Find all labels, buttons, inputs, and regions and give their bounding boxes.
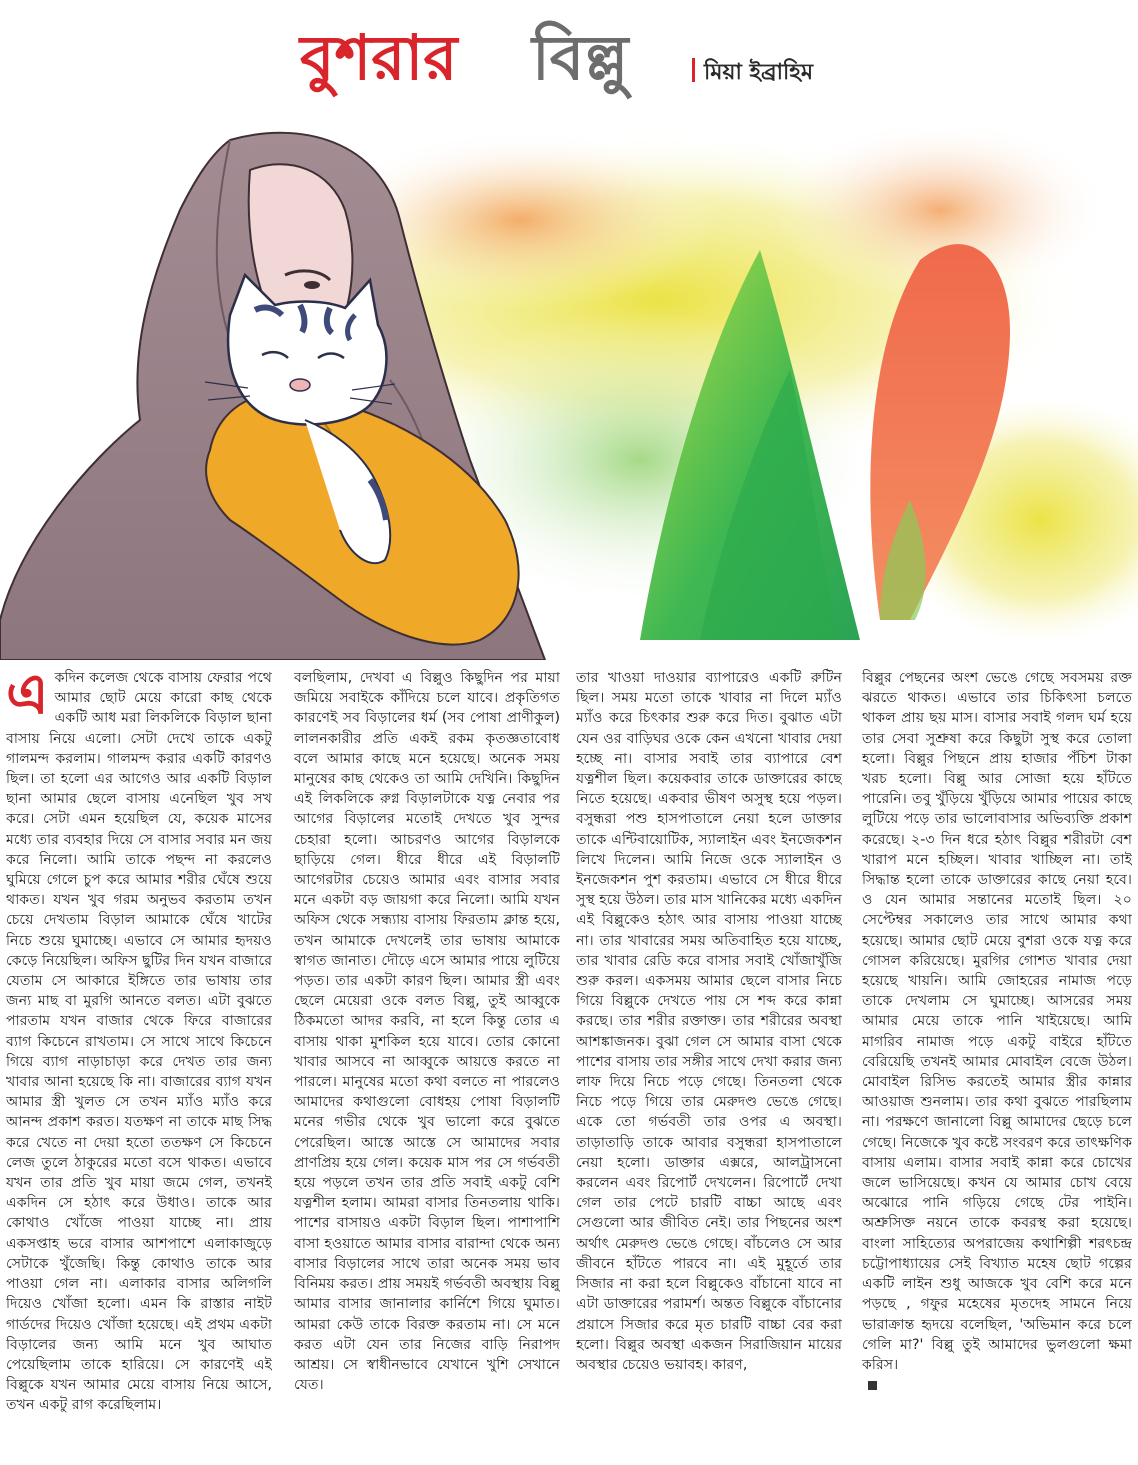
illustration-canvas <box>0 100 1138 660</box>
article-column-3 <box>576 668 842 1458</box>
article-column-4 <box>862 668 1132 1458</box>
drop-cap: এ <box>6 668 49 727</box>
column-text: বিল্লুর পেছনের অংশ ভেঙে গেছে সবসময় রক্ত ঝরতে থাকত। এভাবে তার চিকিৎসা চলতে থাকল প্রায় ছয় মাস। বাসার সবাই গলদ ঘর্ম হয়ে তার সেবা সুশ্রুষা করে কিছুটা সুস্থ করে তোলা হলো। বিল্লুর পিছনে প্রায় হাজার পঁচিশ টাকা খরচ হলো। বিল্লু আর সোজা হয়ে হাঁটতে পারেনি। তবু খুঁড়িয়ে খুঁড়িয়ে আমার পায়ের কাছে লুটিয়ে পড়ে তার ভালোবাসার অভিব্যক্তি প্রকাশ করেছে। ২-৩ দিন ধরে হঠাৎ বিল্লুর শরীরটা বেশ খারাপ মনে হচ্ছিল। খাবার খাচ্ছিল না। তাই সিদ্ধান্ত হলো তাকে ডাক্তারের কাছে নেয়া হবে। ও যেন আমার সন্তানের মতোই ছিল। ২০ সেপ্টেম্বর সকালেও তার সাথে আমার কথা হয়েছে। আমার ছোট মেয়ে বুশরা ওকে যত্ন করে গোসল করিয়েছে। মুরগির গোশত খাবার দেয়া হয়েছে খায়নি। আমি জোহরের নামাজ পড়ে তাকে দেখলাম সে ঘুমাচ্ছে। আসরের সময় আমার মেয়ে তাকে পানি খাইয়েছে। আমি মাগরিব নামাজ পড়ে একটু বাইরে হাঁটতে বেরিয়েছি তখনই আমার মোবাইল বেজে উঠল। মোবাইল রিসিভ করতেই আমার স্ত্রীর কান্নার আওয়াজ শুনলাম। তার কথা বুঝতে পারছিলাম না। পরক্ষণে জানালো বিল্লু আমাদের ছেড়ে চলে গেছে। নিজেকে খুব কষ্টে সংবরণ করে তাৎক্ষণিক বাসায় এলাম। বাসার সবাই কান্না করে চোখের জলে ভাসিয়েছে। কখন যে আমার চোখ বেয়ে অঝোরে পানি গড়িয়ে গেছে টের পাইনি। অশ্রুসিক্ত নয়নে তাকে কবরস্থ করা হয়েছে। বাংলা সাহিত্যের অপরাজেয় কথাশিল্পী শরৎচন্দ্র চট্টোপাধ্যায়ের সেই বিখ্যাত মহেষ ছোট গল্পের একটি লাইন শুধু আজকে খুব বেশি করে মনে পড়ছে , গফুর মহেষের মৃতদেহ সামনে নিয়ে ভারাক্রান্ত হৃদয়ে বলেছিল, 'অভিমান করে চলে গেলি মা?' বিল্লু তুই আমাদের ভুলগুলো ক্ষমা করিস। <box>862 670 1132 1373</box>
illustration <box>0 100 1138 660</box>
column-text: কদিন কলেজ থেকে বাসায় ফেরার পথে আমার ছোট মেয়ে কারো কাছ থেকে একটি আধ মরা লিকলিকে বিড়াল ছানা বাসায় নিয়ে এলো। সেটা দেখে তাকে একটু গালমন্দ করলাম। গালমন্দ করার একটি কারণও ছিল। তা হলো এর আগেও আর একটি বিড়াল ছানা আমার ছেলে বাসায় এনেছিল খুব সখ করে। সেটা এমন হয়েছিল যে, কয়েক মাসের মধ্যে তার ব্যবহার দিয়ে সে বাসার সবার মন জয় করে নিলো। আমি তাকে পছন্দ না করলেও ঘুমিয়ে গেলে চুপ করে আমার শরীর ঘেঁষে শুয়ে থাকত। যখন খুব গরম অনুভব করতাম তখন চেয়ে দেখতাম বিড়াল আমাকে ঘেঁষে খাটের নিচে শুয়ে ঘুমাচ্ছে। এভাবে সে আমার হৃদয়ও কেড়ে নিয়েছিল। অফিস ছুটির দিন যখন বাজারে যেতাম সে আকারে ইঙ্গিতে তার ভাষায় তার জন্য মাছ বা মুরগি আনতে বলত। এটা বুঝতে পারতাম যখন বাজার থেকে ফিরে বাজারের ব্যাগ কিচেনে রাখতাম। সে সাথে সাথে কিচেনে গিয়ে ব্যাগ নাড়াচাড়া করে দেখত তার জন্য খাবার আনা হয়েছে কি না। বাজারের ব্যাগ যখন আমার স্ত্রী খুলত সে তখন ম্যাঁও ম্যাঁও করে আনন্দ প্রকাশ করত। যতক্ষণ না তাকে মাছ সিদ্ধ করে খেতে না দেয়া হতো ততক্ষণ সে কিচেনে লেজ তুলে ঠাকুরের মতো বসে থাকত। এভাবে যখন তার প্রতি খুব মায়া জমে গেল, তখনই একদিন সে হঠাৎ করে উধাও। তাকে আর কোথাও খোঁজে পাওয়া যাচ্ছে না। প্রায় একসপ্তাহ ভরে বাসার আশপাশে এলাকাজুড়ে সেটাকে খুঁজেছি। কিন্তু কোথাও তাকে আর পাওয়া গেল না। এলাকার বাসার অলিগলি দিয়েও খোঁজা হলো। এমন কি রাস্তার নাইট গার্ডদের দিয়েও খোঁজা হয়েছে। এই প্রথম একটা বিড়ালের জন্য আমি মনে খুব আঘাত পেয়েছিলাম তাকে হারিয়ে। সে কারণেই এই বিল্লুকে যখন আমার মেয়ে বাসায় নিয়ে আসে, তখন একটু রাগ করেছিলাম। <box>6 670 272 1414</box>
end-of-article-icon <box>868 1381 877 1390</box>
author-name: মিয়া ইব্রাহিম <box>704 60 814 85</box>
article-column-1 <box>6 668 272 1458</box>
article-body <box>0 668 1138 1458</box>
column-text: বলছিলাম, দেখবা এ বিল্লুও কিছুদিন পর মায়া জমিয়ে সবাইকে কাঁদিয়ে চলে যাবে। প্রকৃতিগত কারণেই সব বিড়ালের ধর্ম (সব পোষা প্রাণীকুল) লালনকারীর প্রতি একই রকম কৃতজ্ঞতাবোধ বলে আমার কাছে মনে হয়েছে। অনেক সময় মানুষের কাছ থেকেও তা আমি দেখিনি। কিছুদিন এই লিকলিকে রুগ্ন বিড়ালটাকে যত্ন নেবার পর আগের বিড়ালের মতোই দেখতে খুব সুন্দর চেহারা হলো। আচরণও আগের বিড়ালকে ছাড়িয়ে গেল। ধীরে ধীরে এই বিড়ালটি আগেরটার চেয়েও আমার এবং বাসার সবার মনে একটা বড় জায়গা করে নিলো। আমি যখন অফিস থেকে সন্ধ্যায় বাসায় ফিরতাম ক্লান্ত হয়ে, তখন আমাকে দেখলেই তার ভাষায় আমাকে স্বাগত জানাত। দৌড়ে এসে আমার পায়ে লুটিয়ে পড়ত। তার একটা কারণ ছিল। আমার স্ত্রী এবং ছেলে মেয়েরা ওকে বলত বিল্লু, তুই আব্বুকে ঠিকমতো আদর করবি, না হলে কিন্তু তোর এ বাসায় থাকা মুশকিল হয়ে যাবে। তোর কোনো খাবার আসবে না আব্বুকে আয়ত্তে করতে না পারলে। মানুষের মতো কথা বলতে না পারলেও আমাদের কথাগুলো বোধহয় পোষা বিড়ালটি মনের গভীর থেকে খুব ভালো করে বুঝতে পেরেছিল। আস্তে আস্তে সে আমাদের সবার প্রাণপ্রিয় হয়ে গেল। কয়েক মাস পর সে গর্ভবতী হয়ে পড়লে তখন তার প্রতি সবাই একটু বেশি যত্নশীল হলাম। আমরা বাসার তিনতলায় থাকি। পাশের বাসায়ও একটা বিড়াল ছিল। পাশাপাশি বাসা হওয়াতে আমার বাসার বারান্দা থেকে অন্য বাসার বিড়ালের সাথে তারা অনেক সময় ভাব বিনিময় করত। প্রায় সময়ই গর্ভবতী অবস্থায় বিল্লু আমার বাসার জানালার কার্নিশে গিয়ে ঘুমাত। আমরা কেউ তাকে বিরক্ত করতাম না। সে মনে করত এটা যেন তার নিজের বাড়ি নিরাপদ আশ্রয়। সে স্বাধীনভাবে যেখানে খুশি সেখানে যেত। <box>294 670 560 1394</box>
title-part-2: বিল্লু <box>532 21 629 94</box>
article-column-2 <box>294 668 560 1458</box>
article-header <box>0 0 1138 110</box>
title-divider <box>692 58 695 82</box>
title-part-1: বুশরার <box>300 21 458 94</box>
column-text: তার খাওয়া দাওয়ার ব্যাপারেও একটি রুটিন ছিল। সময় মতো তাকে খাবার না দিলে ম্যাঁও ম্যাঁও করে চিৎকার শুরু করে দিত। বুঝাত এটা যেন ওর বাড়িঘর ওকে কেন এখনো খাবার দেয়া হচ্ছে না। বাসার সবাই তার ব্যাপারে বেশ যত্নশীল ছিল। কয়েকবার তাকে ডাক্তারের কাছে নিতে হয়েছে। একবার ভীষণ অসুস্থ হয়ে পড়ল। বসুন্ধরা পশু হাসপাতালে নেয়া হলে ডাক্তার তাকে এন্টিবায়োটিক, স্যালাইন এবং ইনজেকশন লিখে দিলেন। আমি নিজে ওকে স্যালাইন ও ইনজেকশন পুশ করতাম। এভাবে সে ধীরে ধীরে সুস্থ হয়ে উঠল। তার মাস খানিকের মধ্যে একদিন এই বিল্লুকেও হঠাৎ আর বাসায় পাওয়া যাচ্ছে না। তার খাবারের সময় অতিবাহিত হয়ে যাচ্ছে, তার খাবার রেডি করে বাসার সবাই খোঁজাখুঁজি শুরু করল। একসময় আমার ছেলে বাসার নিচে গিয়ে বিল্লুকে দেখতে পায় সে শব্দ করে কান্না করছে। তার শরীর রক্তাক্ত। তার শরীরের অবস্থা আশঙ্কাজনক। বুঝা গেল সে আমার বাসা থেকে পাশের বাসায় তার সঙ্গীর সাথে দেখা করার জন্য লাফ দিয়ে নিচে পড়ে গেছে। তিনতলা থেকে নিচে পড়ে গিয়ে তার মেরুদণ্ড ভেঙে গেছে। একে তো গর্ভবতী তার ওপর এ অবস্থা। তাড়াতাড়ি তাকে আবার বসুন্ধরা হাসপাতালে নেয়া হলো। ডাক্তার এক্সরে, আলট্রাসনো করলেন এবং রিপোর্ট দেখলেন। রিপোর্টে দেখা গেল তার পেটে চারটি বাচ্চা আছে এবং সেগুলো আর জীবিত নেই। তার পিছনের অংশ অর্থাৎ মেরুদণ্ড ভেঙে গেছে। বাঁচলেও সে আর জীবনে হাঁটতে পারবে না। এই মুহূর্তে তার সিজার না করা হলে বিল্লুকেও বাঁচানো যাবে না এটা ডাক্তারের পরামর্শ। অন্তত বিল্লুকে বাঁচানোর প্রয়াসে সিজার করে মৃত চারটি বাচ্চা বের করা হলো। বিল্লুর অবস্থা একজন সিরাজিয়ান মায়ের অবস্থার চেয়েও ভয়াবহ। কারণ, <box>576 670 842 1373</box>
